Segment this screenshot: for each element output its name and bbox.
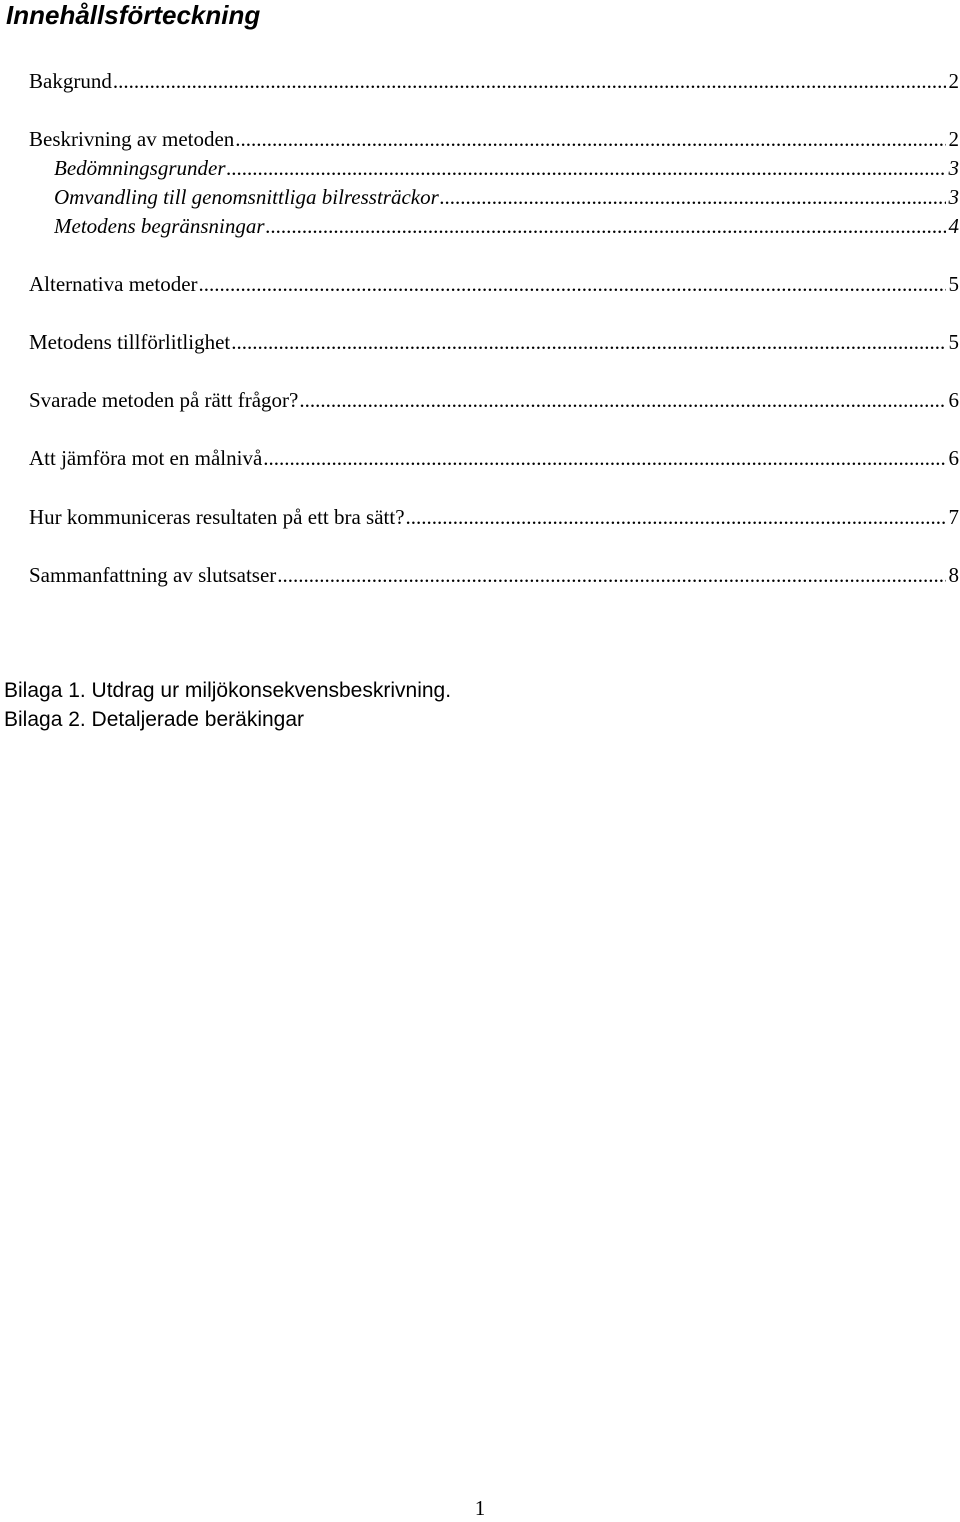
toc-entry-sammanfattning[interactable] bbox=[29, 561, 959, 589]
toc-entry-beskrivning-av-metoden[interactable] bbox=[29, 125, 959, 153]
toc-entry-svarade-metoden[interactable] bbox=[29, 386, 959, 414]
toc-entry-metodens-tillforlitlighet[interactable] bbox=[29, 328, 959, 356]
toc-entry-metodens-begransningar[interactable] bbox=[54, 212, 959, 240]
appendix-1: Bilaga 1. Utdrag ur miljökonsekvensbeskrivning. bbox=[4, 679, 452, 702]
toc-page-number: 2 bbox=[948, 69, 959, 93]
toc-entry-alternativa-metoder[interactable] bbox=[29, 270, 959, 298]
toc-entry-hur-kommuniceras[interactable] bbox=[29, 503, 959, 531]
toc-dot-leader bbox=[231, 328, 945, 356]
toc-entry-omvandling[interactable] bbox=[54, 183, 959, 211]
toc-dot-leader bbox=[227, 154, 946, 182]
toc-entry-label: Bakgrund bbox=[29, 69, 112, 93]
toc-entry-label: Omvandling till genomsnittliga bilressträckor bbox=[54, 185, 439, 209]
toc-page-number: 6 bbox=[948, 388, 959, 412]
toc-page-number: 3 bbox=[948, 185, 959, 209]
toc-page-number: 3 bbox=[948, 156, 959, 180]
toc-entry-bakgrund[interactable] bbox=[29, 67, 959, 95]
toc-dot-leader bbox=[235, 125, 945, 153]
toc-page-number: 8 bbox=[948, 563, 959, 587]
page-number: 1 bbox=[474, 1496, 486, 1520]
toc-entry-bedomningsgrunder[interactable] bbox=[54, 154, 959, 182]
toc-page-number: 7 bbox=[948, 505, 959, 529]
toc-page-number: 5 bbox=[948, 272, 959, 296]
toc-dot-leader bbox=[266, 212, 946, 240]
toc-dot-leader bbox=[299, 386, 945, 414]
toc-entry-label: Bedömningsgrunder bbox=[54, 156, 226, 180]
toc-entry-label: Metodens begränsningar bbox=[54, 214, 265, 238]
toc-dot-leader bbox=[406, 503, 946, 531]
toc-entry-label: Att jämföra mot en målnivå bbox=[29, 446, 263, 470]
toc-entry-label: Alternativa metoder bbox=[29, 272, 198, 296]
toc-dot-leader bbox=[277, 561, 945, 589]
toc-dot-leader bbox=[440, 183, 946, 211]
toc-entry-label: Metodens tillförlitlighet bbox=[29, 330, 231, 354]
toc-entry-label: Svarade metoden på rätt frågor? bbox=[29, 388, 299, 412]
toc-page-number: 5 bbox=[948, 330, 959, 354]
toc-page-number: 4 bbox=[948, 214, 959, 238]
toc-page-number: 6 bbox=[948, 446, 959, 470]
toc-entry-label: Beskrivning av metoden bbox=[29, 127, 235, 151]
toc-page-number: 2 bbox=[948, 127, 959, 151]
toc-entry-att-jamfora[interactable] bbox=[29, 444, 959, 472]
page-title: Innehållsförteckning bbox=[6, 0, 261, 30]
toc-entry-label: Sammanfattning av slutsatser bbox=[29, 563, 277, 587]
appendix-2: Bilaga 2. Detaljerade beräkingar bbox=[4, 708, 305, 731]
toc-dot-leader bbox=[199, 270, 946, 298]
toc-entry-label: Hur kommuniceras resultaten på ett bra sätt? bbox=[29, 505, 405, 529]
toc-dot-leader bbox=[263, 444, 945, 472]
toc-dot-leader bbox=[113, 67, 946, 95]
